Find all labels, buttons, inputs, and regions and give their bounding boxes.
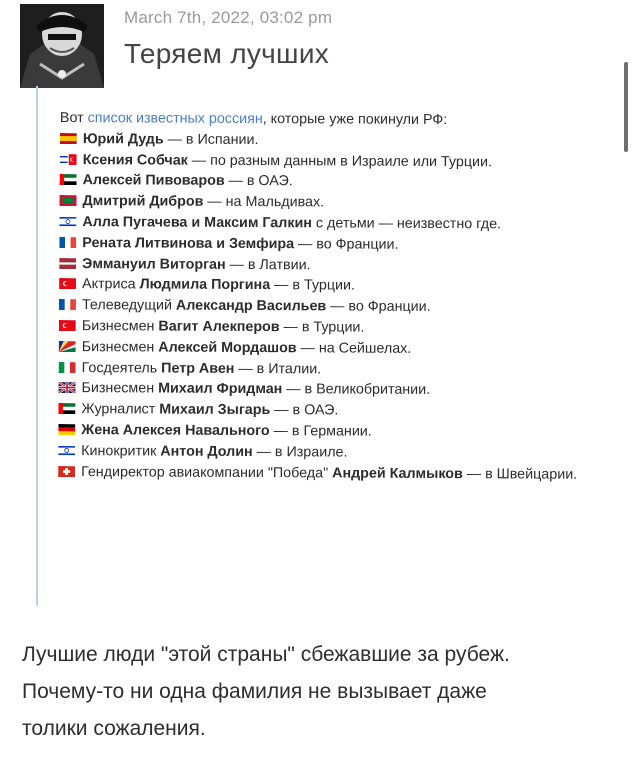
- entry-name: Ксения Собчак: [82, 151, 188, 169]
- latvia-flag-icon: [59, 258, 76, 269]
- list-item: [58, 441, 594, 465]
- france-flag-icon: [59, 237, 76, 248]
- entry-name: Антон Долин: [160, 443, 253, 460]
- list-item: [59, 233, 595, 257]
- maldives-flag-icon: [59, 195, 76, 206]
- entry-role: Кинокритик: [81, 442, 161, 460]
- entry-role: Бизнесмен: [81, 318, 159, 335]
- entry-role: Журналист: [81, 401, 160, 418]
- uae-flag-icon: [60, 174, 77, 185]
- switzerland-flag-icon: [58, 466, 75, 477]
- entry-name: Юрий Дудь: [82, 130, 164, 148]
- entry-role: Госдеятель: [81, 359, 162, 377]
- list-item: [60, 129, 596, 153]
- scrollbar-thumb[interactable]: [624, 62, 628, 152]
- entry-name: Алексей Мордашов: [158, 339, 297, 357]
- quoted-screenshot: [36, 86, 596, 606]
- list-item: [59, 358, 595, 382]
- entry-role: Бизнесмен: [81, 338, 159, 356]
- entry-location: — во Франции.: [294, 236, 399, 253]
- entry-name: Михаил Фридман: [158, 380, 283, 398]
- emigrants-list: [58, 129, 596, 485]
- israel-flag-icon: [58, 445, 75, 456]
- list-item: [59, 254, 595, 278]
- turkey-flag-icon: [59, 278, 76, 289]
- france-flag-icon: [59, 299, 76, 310]
- intro-line: [60, 108, 596, 132]
- entry-location: — в Испании.: [163, 131, 259, 148]
- avatar-image: [20, 4, 104, 88]
- screenshot-text: [58, 108, 596, 485]
- entry-location: — в Турции.: [270, 277, 356, 294]
- entry-location: — в ОАЭ.: [270, 402, 339, 419]
- entry-location: — в Латвии.: [225, 256, 311, 273]
- entry-name: Жена Алексея Навального: [81, 422, 270, 440]
- post-title: Теряем лучших: [124, 38, 330, 69]
- post-caption: [22, 636, 622, 747]
- list-item: [58, 462, 578, 486]
- caption-line: Почему-то ни одна фамилия не вызывает даже: [22, 680, 487, 703]
- entry-role: Телеведущий: [81, 297, 176, 314]
- spain-flag-icon: [60, 133, 77, 144]
- list-item: [60, 150, 596, 174]
- intro-text: Вот: [59, 109, 88, 127]
- entry-name: Эммануил Виторган: [82, 255, 226, 273]
- intro-text-end: , которые уже покинули РФ:: [262, 111, 448, 129]
- list-item: [58, 420, 594, 444]
- list-item: [59, 212, 595, 236]
- entry-location: — на Мальдивах.: [203, 193, 325, 211]
- turkey-flag-icon: [59, 320, 76, 331]
- post-date: March 7th, 2022, 03:02 pm: [124, 8, 333, 27]
- entry-name: Михаил Зыгарь: [159, 401, 271, 419]
- intro-link[interactable]: список известных россиян: [87, 110, 263, 128]
- entry-name: Алла Пугачева и Максим Галкин: [82, 214, 312, 232]
- entry-name: Вагит Алекперов: [158, 318, 280, 336]
- list-item: [59, 316, 595, 340]
- entry-name: Алексей Пивоваров: [82, 172, 225, 190]
- entry-name: Дмитрий Дибров: [82, 193, 204, 210]
- uae-flag-icon: [58, 403, 75, 414]
- list-item: [58, 399, 594, 423]
- entry-location: — в Швейцарии.: [462, 465, 578, 483]
- seychelles-flag-icon: [59, 341, 76, 352]
- israel-flag-icon: [59, 216, 76, 227]
- caption-line: Лучшие люди "этой страны" сбежавшие за рубеж.: [22, 643, 510, 666]
- entry-location: — в Турции.: [279, 319, 365, 336]
- entry-role: Гендиректор авиакомпании "Победа": [81, 463, 333, 481]
- entry-location: — в Израиле.: [252, 443, 348, 461]
- entry-name: Людмила Поргина: [139, 276, 271, 294]
- entry-name: Александр Васильев: [175, 297, 327, 315]
- post-header: [124, 8, 332, 70]
- entry-name: Петр Авен: [161, 360, 235, 377]
- entry-location: — в ОАЭ.: [224, 173, 293, 190]
- list-item: [59, 295, 595, 319]
- germany-flag-icon: [58, 424, 75, 435]
- entry-name: Андрей Калмыков: [332, 464, 463, 482]
- italy-flag-icon: [59, 362, 76, 373]
- entry-location: — во Франции.: [326, 298, 431, 316]
- entry-location: — по разным данным в Израиле или Турции.: [187, 152, 493, 170]
- uk-flag-icon: [59, 382, 76, 393]
- user-avatar[interactable]: [20, 4, 104, 88]
- list-item: [59, 337, 595, 361]
- israel-turkey-flag-icon: [60, 154, 77, 165]
- entry-location: — в Великобритании.: [282, 381, 431, 399]
- entry-location: с детьми — неизвестно где.: [311, 215, 502, 233]
- entry-role: Актриса: [82, 276, 140, 293]
- entry-role: Бизнесмен: [81, 380, 159, 397]
- entry-location: — в Германии.: [269, 423, 372, 440]
- entry-name: Рената Литвинова и Земфира: [82, 234, 295, 253]
- list-item: [59, 274, 595, 298]
- list-item: [58, 378, 594, 402]
- list-item: [60, 170, 596, 194]
- caption-line: толики сожаления.: [22, 717, 206, 740]
- entry-location: — в Италии.: [234, 360, 322, 377]
- list-item: [59, 191, 595, 215]
- entry-location: — на Сейшелах.: [296, 340, 412, 357]
